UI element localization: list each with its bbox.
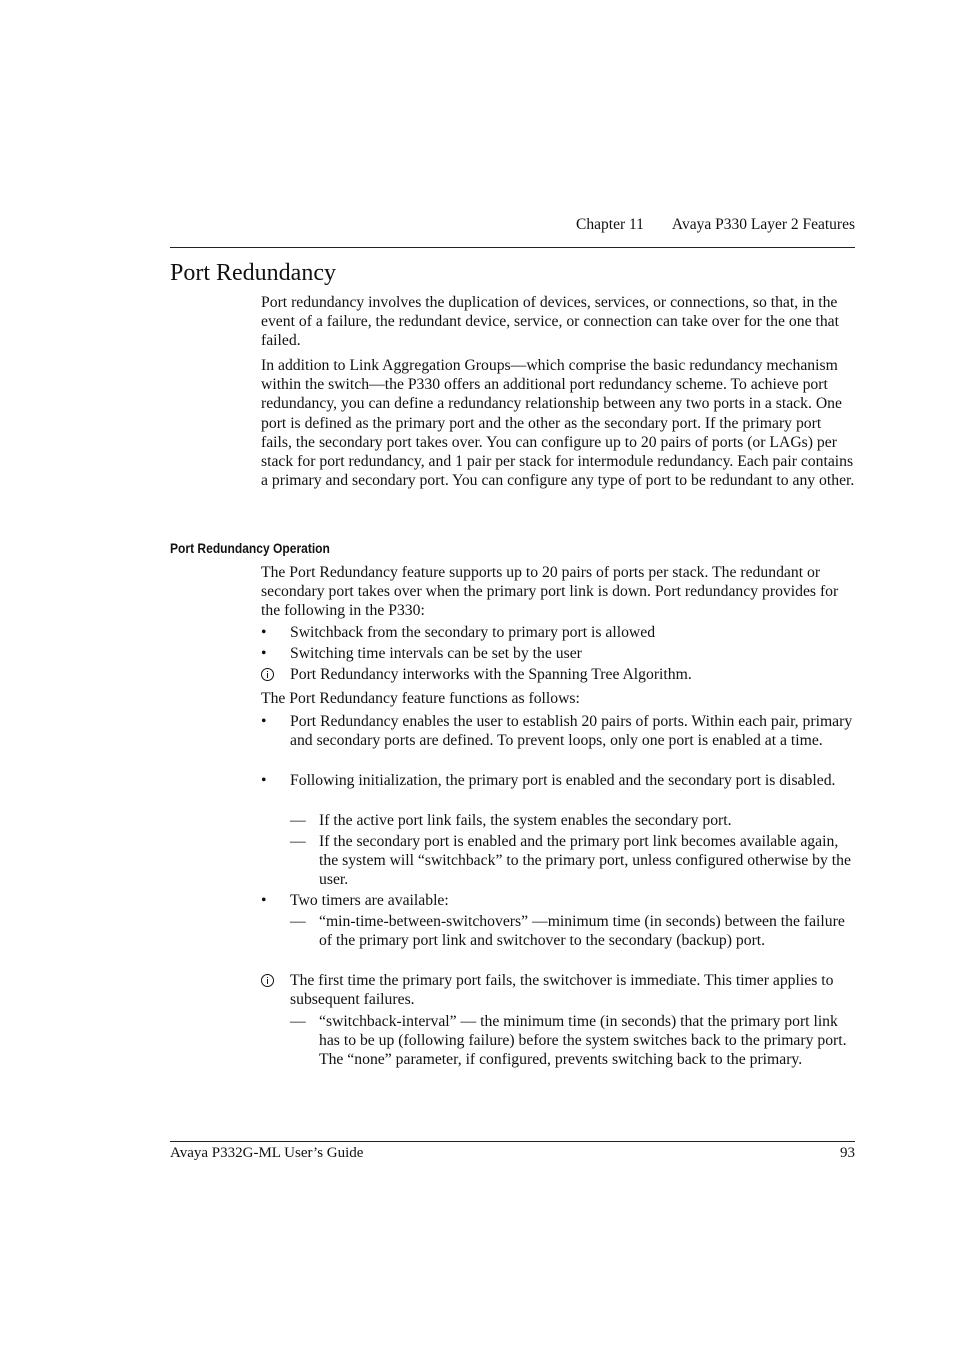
subsection-heading: Port Redundancy Operation [170, 540, 330, 556]
header-section: Avaya P330 Layer 2 Features [671, 216, 855, 233]
dash-marker: — [290, 833, 306, 850]
sub-list-item-text: “switchback-interval” — the minimum time (in seconds) that the primary port link has to be up (following failure) before the system switches back to the primary port. The “none” parameter, if configured, prevents switching back to the primary. [319, 1013, 847, 1069]
list-item-text: Port Redundancy enables the user to establish 20 pairs of ports. Within each pair, primary and secondary ports are defined. To prevent loops, only one port is enabled at a time. [290, 713, 853, 750]
footer-rule [170, 1141, 855, 1142]
sub-list-item [290, 912, 855, 950]
dash-marker: — [290, 812, 306, 829]
operation-paragraph-2: The Port Redundancy feature functions as follows: [261, 690, 580, 707]
list-item [261, 712, 855, 750]
sub-list-item-text: If the secondary port is enabled and the primary port link becomes available again, the system will “switchback” to the primary port, unless configured otherwise by the user. [319, 833, 851, 889]
bullet-marker: • [261, 645, 267, 662]
note-item [261, 971, 855, 1009]
sub-list-item [290, 1012, 855, 1070]
bullet-marker: • [261, 713, 267, 730]
bullet-marker: • [261, 772, 267, 789]
note-text: Port Redundancy interworks with the Spanning Tree Algorithm. [290, 666, 692, 683]
page-number: 93 [840, 1145, 855, 1161]
list-item [261, 644, 855, 663]
sub-list-item [290, 832, 855, 890]
page-title: Port Redundancy [170, 260, 336, 286]
list-item-text: Switching time intervals can be set by the user [290, 645, 582, 662]
intro-paragraph-2: In addition to Link Aggregation Groups—which comprise the basic redundancy mechanism within the switch—the P330 offers an additional port redundancy scheme. To achieve port redundancy, you can define a redundancy relationship between any two ports in a stack. One port is defined as the primary port and the other as the secondary port. If the primary port fails, the secondary port takes over. You can configure up to 20 pairs of ports (or LAGs) per stack for port redundancy, and 1 pair per stack for intermodule redundancy. Each pair contains a primary and secondary port. You can configure any type of port to be redundant to any other. [261, 357, 855, 490]
list-item-text: Two timers are available: [290, 892, 449, 909]
list-item [261, 891, 855, 910]
dash-marker: — [290, 1013, 306, 1030]
info-icon [261, 971, 281, 990]
operation-paragraph-1: The Port Redundancy feature supports up to 20 pairs of ports per stack. The redundant or secondary port takes over when the primary port link is down. Port redundancy provides for the following in the P330: [261, 564, 839, 620]
list-item-text: Following initialization, the primary port is enabled and the secondary port is disabled. [290, 772, 836, 789]
footer-guide-title: Avaya P332G-ML User’s Guide [170, 1145, 364, 1161]
note-item [261, 665, 855, 684]
list-item [261, 771, 855, 790]
note-text: The first time the primary port fails, the switchover is immediate. This timer applies to subsequent failures. [290, 972, 834, 1009]
dash-marker: — [290, 913, 306, 930]
list-item [261, 623, 855, 642]
header-chapter: Chapter 11 [576, 216, 644, 233]
bullet-marker: • [261, 892, 267, 909]
sub-list-item-text: “min-time-between-switchovers” —minimum time (in seconds) between the failure of the primary port link and switchover to the secondary (backup) port. [319, 913, 845, 950]
running-header [170, 214, 855, 236]
header-rule [170, 247, 855, 248]
bullet-marker: • [261, 624, 267, 641]
intro-paragraph-1: Port redundancy involves the duplication of devices, services, or connections, so that, in the event of a failure, the redundant device, service, or connection can take over for the one that failed. [261, 294, 839, 350]
sub-list-item [290, 811, 855, 830]
info-icon [261, 665, 281, 684]
list-item-text: Switchback from the secondary to primary port is allowed [290, 624, 656, 641]
sub-list-item-text: If the active port link fails, the system enables the secondary port. [319, 812, 732, 829]
